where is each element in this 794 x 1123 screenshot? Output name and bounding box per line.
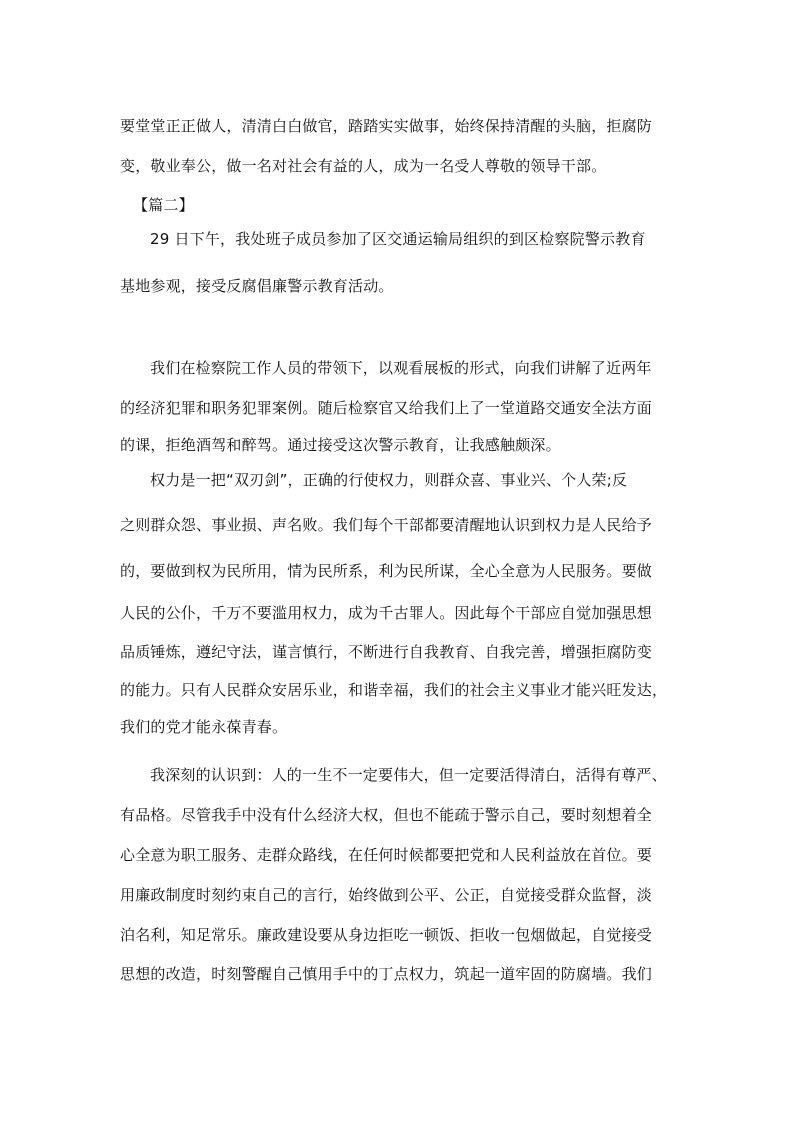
paragraph-line: 的能力。只有人民群众安居乐业，和谐幸福，我们的社会主义事业才能兴旺发达，: [120, 681, 668, 699]
paragraph-line: 的，要做到权为民所用，情为民所系，利为民所谋，全心全意为人民服务。要做: [120, 562, 653, 580]
paragraph-line: 我深刻的认识到：人的一生不一定要伟大，但一定要活得清白，活得有尊严、: [150, 766, 667, 784]
paragraph-line: 思想的改造，时刻警醒自己慎用手中的丁点权力，筑起一道牢固的防腐墙。我们: [120, 965, 653, 983]
paragraph-line: 的课，拒绝酒驾和醉驾。通过接受这次警示教育，让我感触颇深。: [120, 436, 561, 454]
paragraph-line: 基地参观，接受反腐倡廉警示教育活动。: [120, 277, 394, 295]
paragraph-line: 心全意为职工服务、走群众路线，在任何时候都要把党和人民利益放在首位。要: [120, 846, 653, 864]
paragraph-line: 有品格。尽管我手中没有什么经济大权，但也不能疏于警示自己，要时刻想着全: [120, 806, 653, 824]
paragraph-line: 用廉政制度时刻约束自己的言行，始终做到公平、公正，自觉接受群众监督，淡: [120, 886, 653, 904]
paragraph-line: 之则群众怨、事业损、声名败。我们每个干部都要清醒地认识到权力是人民给予: [120, 516, 653, 534]
paragraph-line: 权力是一把“双刃剑”，正确的行使权力，则群众喜、事业兴、个人荣;反: [150, 471, 628, 489]
paragraph-line: 泊名利，知足常乐。廉政建设要从身边拒吃一顿饭、拒收一包烟做起，自觉接受: [120, 926, 653, 944]
paragraph-line: 要堂堂正正做人，清清白白做官，踏踏实实做事，始终保持清醒的头脑，拒腐防: [120, 117, 653, 135]
paragraph-line: 人民的公仆，千万不要滥用权力，成为千古罪人。因此每个干部应自觉加强思想: [120, 604, 653, 622]
paragraph-line: 品质锤炼，遵纪守法，谨言慎行，不断进行自我教育、自我完善，增强拒腐防变: [120, 643, 653, 661]
paragraph-line: 变，敬业奉公，做一名对社会有益的人，成为一名受人尊敬的领导干部。: [120, 157, 607, 175]
paragraph-line: 我们在检察院工作人员的带领下，以观看展板的形式，向我们讲解了近两年: [150, 359, 652, 377]
paragraph-line: 的经济犯罪和职务犯罪案例。随后检察官又给我们上了一堂道路交通安全法方面: [120, 399, 653, 417]
paragraph-line: 29 日下午，我处班子成员参加了区交通运输局组织的到区检察院警示教育: [150, 230, 646, 248]
section-heading: 【篇二】: [133, 196, 194, 214]
paragraph-line: 我们的党才能永葆青春。: [120, 718, 288, 736]
